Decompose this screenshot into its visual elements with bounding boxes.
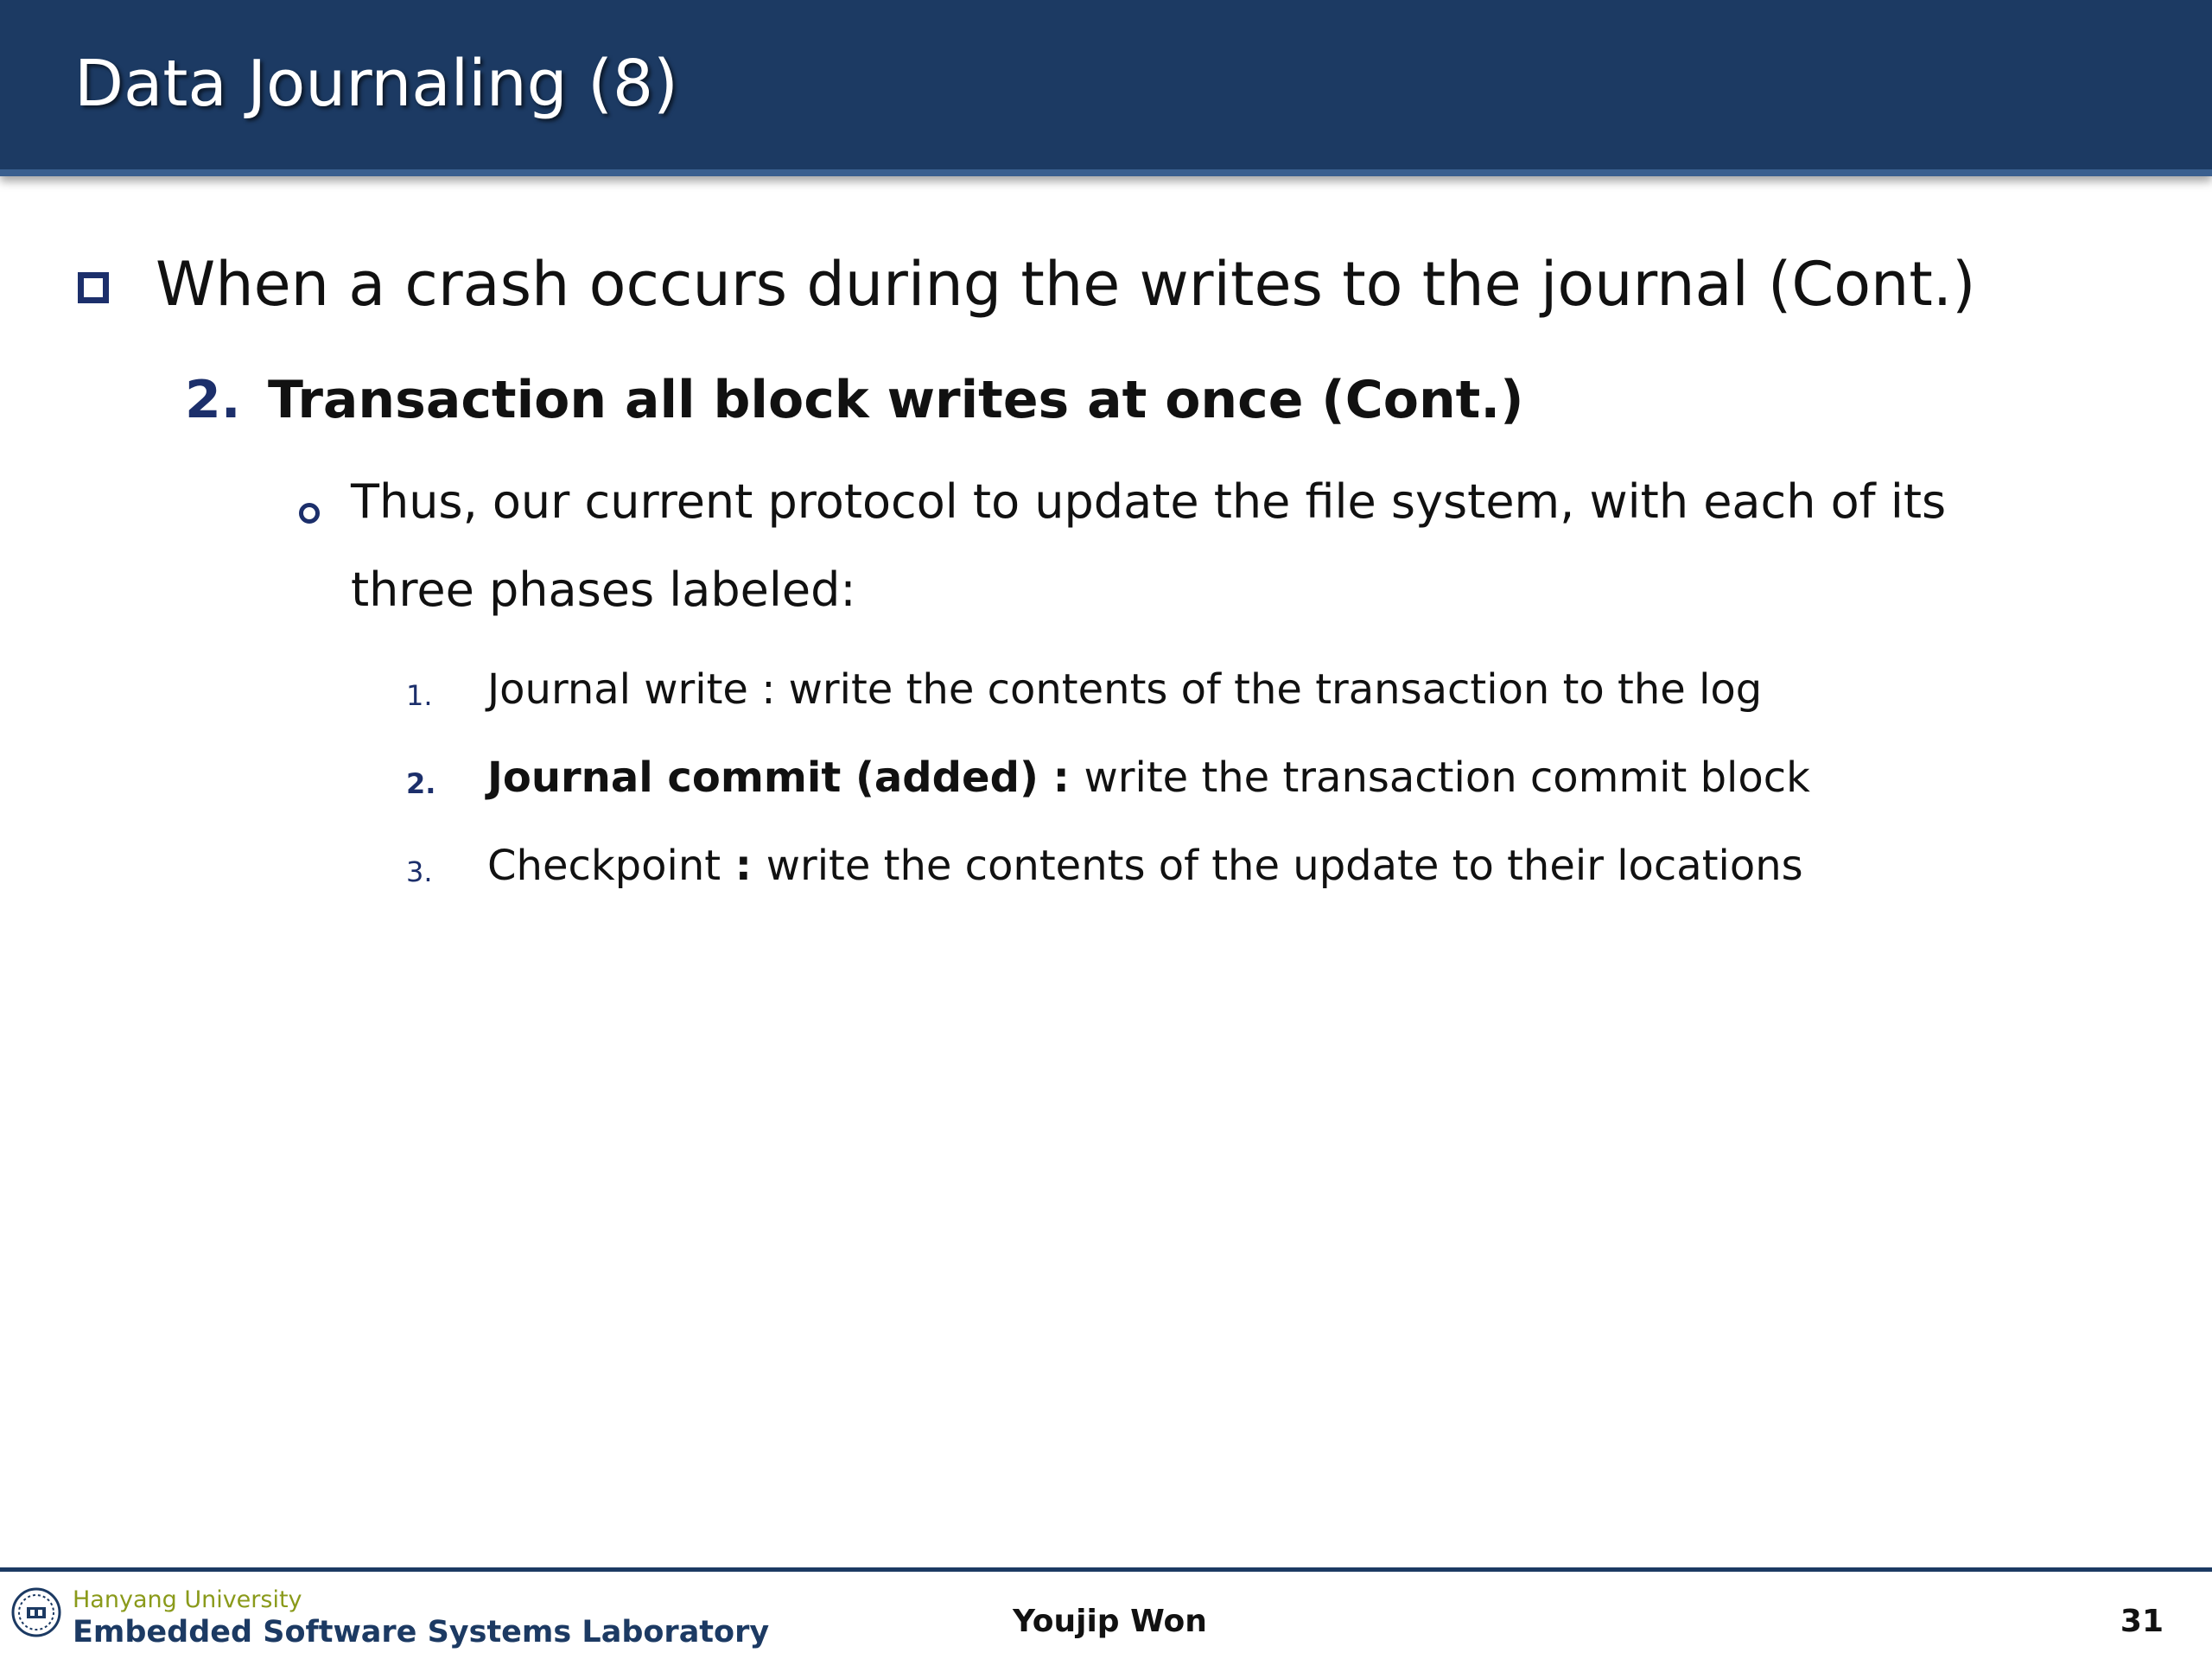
list-item-content (487, 665, 1762, 714)
bullet-level-3-text: Thus, our current protocol to update the file system, with each of its three phases labeled: (351, 474, 1947, 617)
list-item-content (487, 842, 1803, 890)
bullet-level-1-text: When a crash occurs during the writes to the journal (Cont.) (156, 249, 1976, 320)
page-number: 31 (2120, 1604, 2164, 1639)
university-name: Hanyang University (73, 1586, 302, 1613)
list-item-label: Journal write (487, 665, 748, 714)
phase-list (403, 660, 2044, 925)
lab-name: Embedded Software Systems Laboratory (73, 1615, 770, 1649)
list-item-label: Checkpoint (487, 842, 721, 890)
list-item-separator: : (747, 665, 789, 714)
bullet-level-2-text: Transaction all block writes at once (Cont.) (268, 370, 1524, 430)
bullet-level-2 (185, 370, 1524, 430)
list-item-content (487, 753, 1810, 802)
bullet-level-2-number: 2. (185, 370, 241, 430)
list-item-text: write the contents of the update to their locations (766, 842, 1803, 890)
list-item-number: 3. (406, 855, 433, 888)
list-item (403, 660, 2044, 748)
title-bar (0, 0, 2212, 176)
footer-divider (0, 1567, 2212, 1572)
list-item-separator: : (721, 842, 766, 890)
list-item-text: write the transaction commit block (1084, 753, 1810, 802)
square-bullet-icon (78, 272, 109, 303)
list-item-label: Journal commit (added) (487, 753, 1039, 802)
list-item-number: 2. (406, 767, 436, 800)
ring-bullet-icon (299, 503, 320, 524)
bullet-level-3 (294, 474, 2074, 634)
list-item (403, 836, 2044, 925)
university-logo-icon (10, 1586, 62, 1638)
list-item-number: 1. (406, 679, 433, 712)
list-item-separator: : (1038, 753, 1084, 802)
list-item-text: write the contents of the transaction to the log (788, 665, 1763, 714)
list-item (403, 748, 2044, 836)
bullet-level-1 (78, 249, 1975, 320)
slide-title: Data Journaling (8) (74, 47, 678, 121)
author-name: Youjip Won (1013, 1604, 1207, 1639)
